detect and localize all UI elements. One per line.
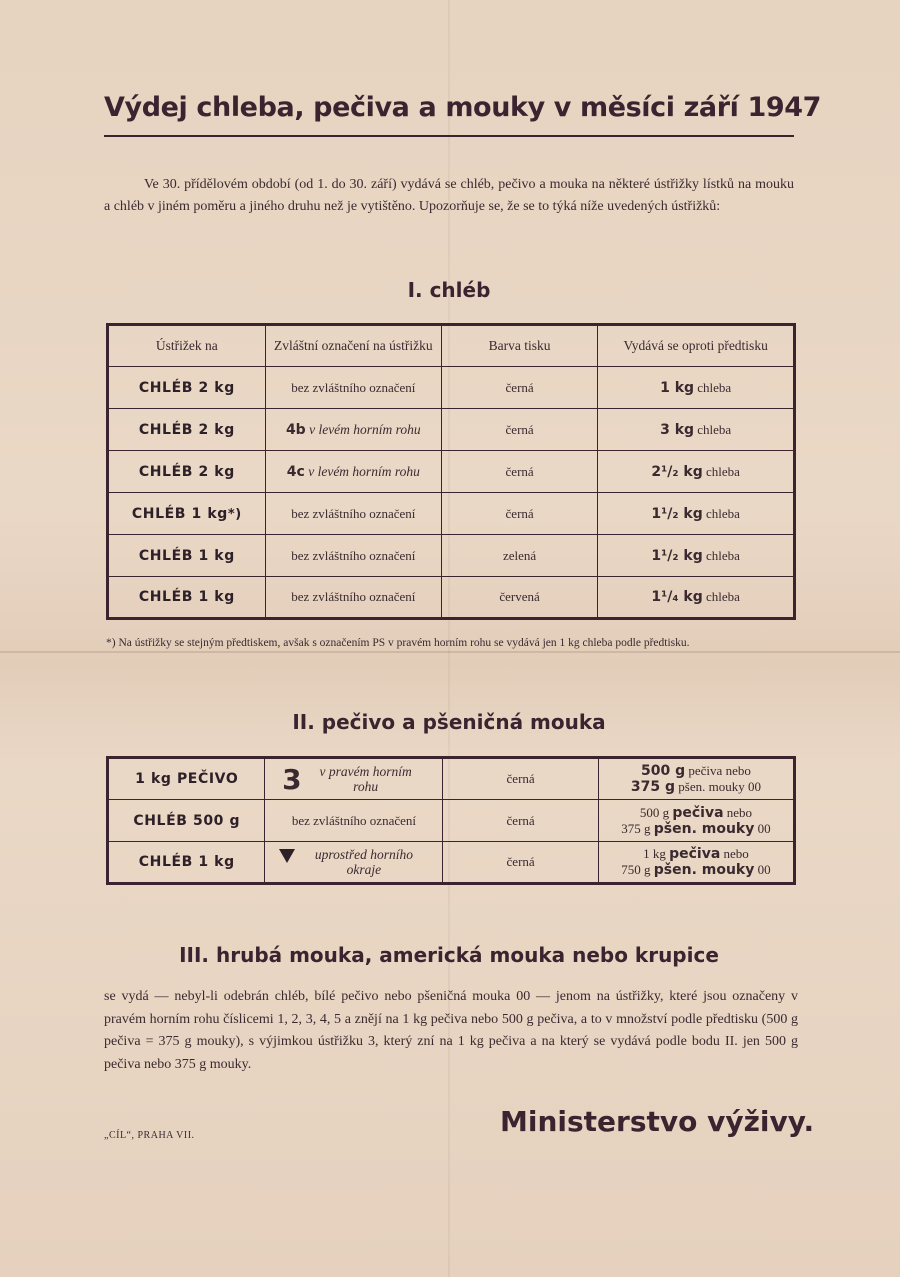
triangle-mark-icon: [279, 849, 295, 863]
color-cell: černá: [443, 758, 599, 800]
mark-cell: bez zvláštního označení: [265, 367, 441, 409]
pastry-table: [106, 756, 796, 885]
amount-cell: 500 g pečiva nebo 375 g pšen. mouky 00: [598, 800, 794, 842]
amount-cell: 2¹/₂ kg chleba: [598, 451, 795, 493]
bread-table-header: [108, 325, 795, 367]
table-row: [108, 758, 795, 800]
amount-cell: 1 kg chleba: [598, 367, 795, 409]
amount-cell: 1 kg pečiva nebo 750 g pšen. mouky 00: [598, 842, 794, 884]
table-row: [108, 842, 795, 884]
intro-paragraph: Ve 30. přídělovém období (od 1. do 30. září) vydává se chléb, pečivo a mouka na některé ústřižky lístků na mouku a chléb v jiném poměru a jiného druhu než je vytištěno. Upozorňuje se, že se to týká níže uvedených ústřižků:: [104, 177, 794, 214]
number-three-mark: 3: [282, 762, 302, 796]
color-cell: červená: [441, 577, 597, 619]
table-row: [108, 451, 795, 493]
table-row: [108, 577, 795, 619]
mark-cell: bez zvláštního označení: [265, 535, 441, 577]
table-row: [108, 535, 795, 577]
coupon-cell: CHLÉB 1 kg: [108, 577, 266, 619]
header-mark: Zvláštní označení na ústřižku: [265, 325, 441, 367]
amount-cell: 1¹/₂ kg chleba: [598, 493, 795, 535]
horizontal-fold-line: [0, 651, 900, 653]
section3-paragraph: se vydá — nebyl-li odebrán chléb, bílé pečivo nebo pšeničná mouka 00 — jenom na ústřižky, které jsou označeny v pravém horním rohu číslicemi 1, 2, 3, 4, 5 a znějí na 1 kg pečiva nebo 500 g pečiva, a to v množství podle předtisku (500 g pečiva = 375 g mouky), s výjimkou ústřižku 3, který zní na 1 kg pečiva a na který se vydává podle bodu II. jen 500 g pečiva nebo 375 g mouky.: [104, 989, 798, 1072]
coupon-cell: 1 kg PEČIVO: [108, 758, 265, 800]
coupon-cell: CHLÉB 2 kg: [108, 367, 266, 409]
table-row: [108, 367, 795, 409]
amount-cell: 3 kg chleba: [598, 409, 795, 451]
bread-table: [106, 323, 796, 620]
color-cell: černá: [441, 367, 597, 409]
header-color: Barva tisku: [441, 325, 597, 367]
mark-cell: bez zvláštního označení: [265, 493, 441, 535]
printer-imprint: „CÍL“, PRAHA VII.: [104, 1130, 195, 1141]
coupon-cell: CHLÉB 500 g: [108, 800, 265, 842]
mark-cell: bez zvláštního označení: [265, 577, 441, 619]
table-row: [108, 493, 795, 535]
coupon-cell: CHLÉB 1 kg: [108, 535, 266, 577]
color-cell: černá: [441, 409, 597, 451]
section1-heading: I. chléb: [407, 278, 491, 302]
title-underline: [104, 135, 794, 137]
section3-heading: III. hrubá mouka, americká mouka nebo krupice: [179, 943, 719, 967]
mark-cell: 3 v pravém horním rohu: [265, 758, 443, 800]
color-cell: zelená: [441, 535, 597, 577]
section2-heading: II. pečivo a pšeničná mouka: [292, 710, 606, 734]
amount-cell: 1¹/₄ kg chleba: [598, 577, 795, 619]
amount-cell: 1¹/₂ kg chleba: [598, 535, 795, 577]
table-row: [108, 409, 795, 451]
mark-cell: 4c v levém horním rohu: [265, 451, 441, 493]
ministry-signature: Ministerstvo výživy.: [500, 1105, 815, 1138]
mark-cell: 4b v levém horním rohu: [265, 409, 441, 451]
table-row: [108, 800, 795, 842]
header-amount: Vydává se oproti předtisku: [598, 325, 795, 367]
coupon-cell: CHLÉB 1 kg: [108, 842, 265, 884]
mark-cell: bez zvláštního označení: [265, 800, 443, 842]
color-cell: černá: [441, 493, 597, 535]
coupon-cell: CHLÉB 1 kg*): [108, 493, 266, 535]
amount-cell: 500 g pečiva nebo 375 g pšen. mouky 00: [598, 758, 794, 800]
color-cell: černá: [441, 451, 597, 493]
coupon-cell: CHLÉB 2 kg: [108, 409, 266, 451]
bread-footnote: *) Na ústřižky se stejným předtiskem, avšak s označením PS v pravém horním rohu se vydává jen 1 kg chleba podle předtisku.: [106, 637, 690, 649]
color-cell: černá: [443, 842, 599, 884]
color-cell: černá: [443, 800, 599, 842]
document-title: Výdej chleba, pečiva a mouky v měsíci září 1947: [104, 92, 822, 123]
mark-cell: uprostřed horního okraje: [265, 842, 443, 884]
header-coupon: Ústřižek na: [108, 325, 266, 367]
coupon-cell: CHLÉB 2 kg: [108, 451, 266, 493]
